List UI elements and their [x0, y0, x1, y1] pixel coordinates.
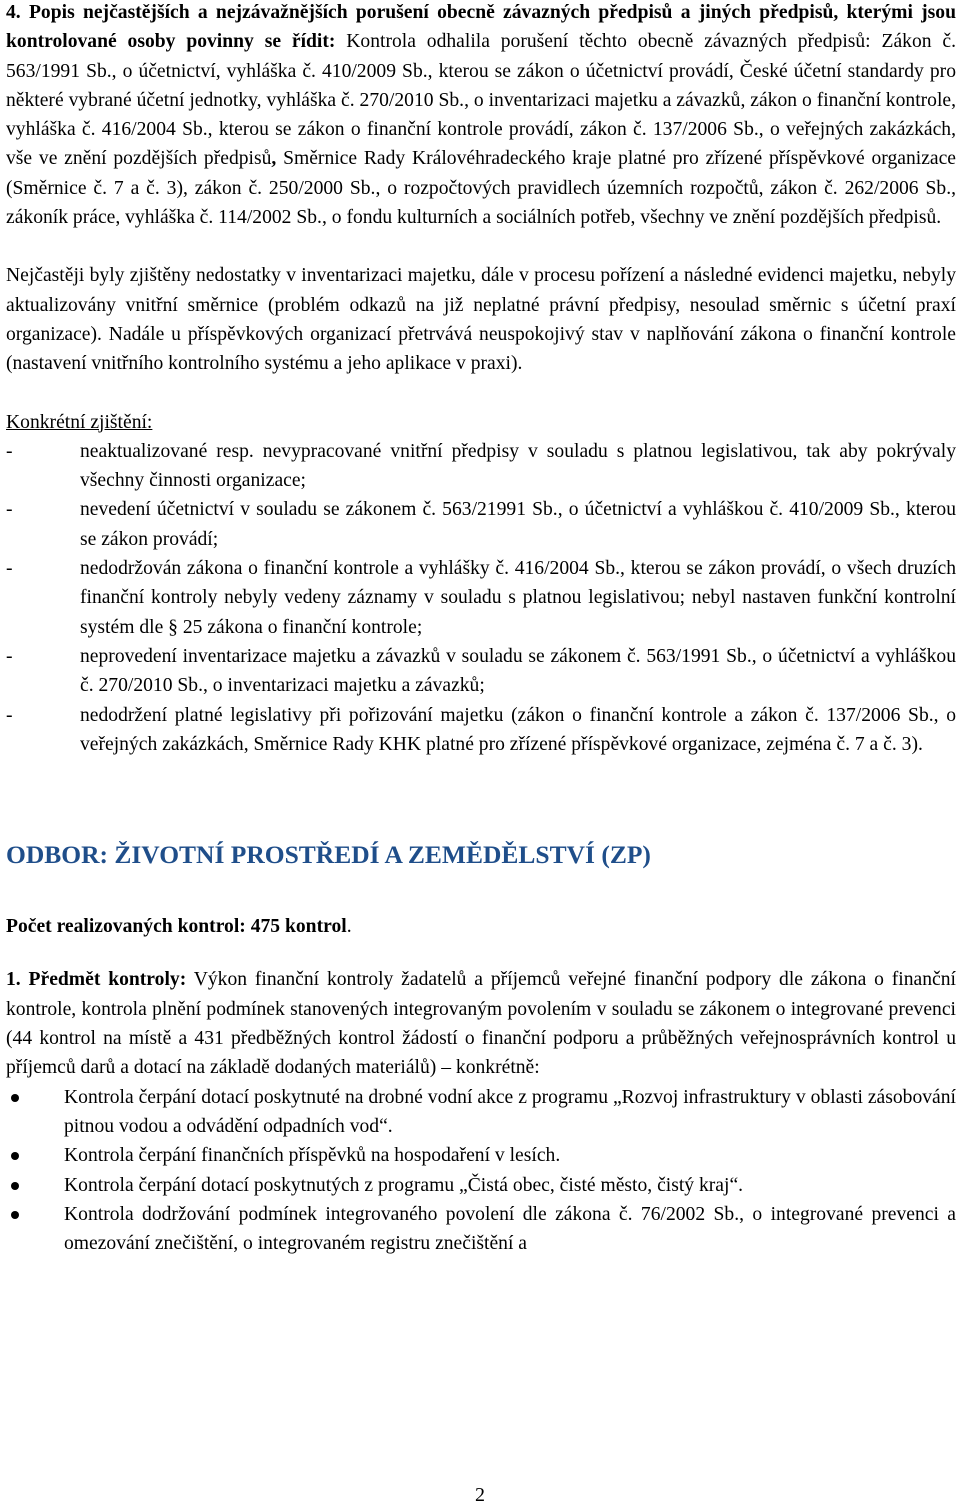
finding-item	[6, 642, 956, 701]
section-4-title: 4. Popis nejčastějších a nejzávažnějších porušení obecně závazných předpisů a jiných předpisů, kterými jsou kontrolované osoby povinny se řídit:	[6, 2, 956, 53]
section-4-paragraph	[6, 0, 956, 232]
section-4-bold-comma: ,	[271, 148, 277, 170]
main-findings-paragraph: Nejčastěji byly zjištěny nedostatky v inventarizaci majetku, dále v procesu pořízení a následné evidenci majetku, nebyly aktualizovány vnitřní směrnice (problém odkazů na již neplatné právní předpisy, nesoulad směrnic s účetní praxí organizace). Nadále u příspěvkových organizací přetrvává neuspokojivý stav v naplňování zákona o finanční kontrole (nastavení vnitřního kontrolního systému a jeho aplikace v praxi).	[6, 265, 956, 375]
page-number: 2	[475, 1484, 485, 1506]
bullet-text: Kontrola čerpání finančních příspěvků na hospodaření v lesích.	[64, 1145, 561, 1167]
document-page	[6, 0, 956, 1258]
list-dash-marker: -	[6, 440, 13, 462]
bullet-dot-icon	[11, 1094, 19, 1102]
findings-list	[6, 437, 956, 759]
bullet-item	[6, 1141, 956, 1170]
finding-item	[6, 437, 956, 496]
bullet-item	[6, 1083, 956, 1142]
department-heading: ODBOR: ŽIVOTNÍ PROSTŘEDÍ A ZEMĚDĚLSTVÍ (ZP)	[6, 840, 651, 870]
bullet-dot-icon	[11, 1211, 19, 1219]
finding-text: neaktualizované resp. nevypracované vnitřní předpisy v souladu s platnou legislativou, tak aby pokrývaly všechny činnosti organizace;	[80, 440, 956, 492]
finding-text: nedodržován zákona o finanční kontrole a vyhlášky č. 416/2004 Sb., kterou se zákon provádí, o všech druzích finanční kontroly nebyly vedeny záznamy v souladu s platnou legislativou; nebyl nastaven funkční kontrolní systém dle § 25 zákona o finanční kontrole;	[80, 558, 956, 638]
bullet-dot-icon	[11, 1182, 19, 1190]
list-dash-marker: -	[6, 645, 13, 667]
subject-label: 1. Předmět kontroly:	[6, 969, 187, 991]
list-dash-marker: -	[6, 499, 13, 521]
list-dash-marker: -	[6, 558, 13, 580]
subject-paragraph	[6, 965, 956, 1082]
inspection-count-text: Počet realizovaných kontrol: 475 kontrol	[6, 916, 347, 938]
bullet-item	[6, 1171, 956, 1200]
inspection-count-end: .	[346, 916, 352, 938]
findings-heading: Konkrétní zjištění:	[6, 411, 153, 433]
section-4-text-end: Směrnice Rady Královéhradeckého kraje platné pro zřízené příspěvkové organizace (Směrnice č. 7 a č. 3), zákon č. 250/2000 Sb., o rozpočtových pravidlech územních rozpočtů, zákon č. 262/2006 Sb., zákoník práce, vyhláška č. 114/2002 Sb., o fondu kulturních a sociálních potřeb, všechny ve znění pozdějších předpisů.	[6, 148, 956, 229]
subject-text: Výkon finanční kontroly žadatelů a příjemců veřejné finanční podpory dle zákona o finanční kontrole, kontrola plnění podmínek stanovených integrovaným povolením v souladu se zákonem o integrované prevenci (44 kontrol na místě a 431 předběžných kontrol žádostí o finanční podporu a průběžných veřejnosprávních kontrol u příjemců darů a dotací na základě dodaných materiálů) – konkrétně:	[6, 969, 956, 1079]
finding-text: neprovedení inventarizace majetku a závazků v souladu se zákonem č. 563/1991 Sb., o účetnictví a vyhláškou č. 270/2010 Sb., o inventarizaci majetku a závazků;	[80, 645, 956, 697]
inspection-bullet-list	[6, 1083, 956, 1259]
finding-item	[6, 495, 956, 554]
finding-text: nedodržení platné legislativy při pořizování majetku (zákon o finanční kontrole a zákon č. 137/2006 Sb., o veřejných zakázkách, Směrnice Rady KHK platné pro zřízené příspěvkové organizace, zejména č. 7 a č. 3).	[80, 704, 956, 755]
finding-item	[6, 554, 956, 642]
bullet-item	[6, 1200, 956, 1259]
inspection-count	[6, 912, 956, 941]
section-4-text: Kontrola odhalila porušení těchto obecně závazných předpisů: Zákon č. 563/1991 Sb., o účetnictví, vyhláška č. 410/2009 Sb., kterou se zákon o účetnictví provádí, České účetní standardy pro některé vybrané účetní jednotky, vyhláška č. 270/2010 Sb., o inventarizaci majetku a závazků, zákon o finanční kontrole, vyhláška č. 416/2004 Sb., kterou se zákon o finanční kontrole provádí, zákon č. 137/2006 Sb., o veřejných zakázkách, vše ve znění pozdějších předpisů	[6, 31, 956, 170]
finding-item	[6, 701, 956, 760]
list-dash-marker: -	[6, 704, 13, 726]
finding-text: nevedení účetnictví v souladu se zákonem č. 563/21991 Sb., o účetnictví a vyhláškou č. 410/2009 Sb., kterou se zákon provádí;	[80, 499, 956, 550]
bullet-dot-icon	[11, 1152, 19, 1160]
bullet-text: Kontrola čerpání dotací poskytnuté na drobné vodní akce z programu „Rozvoj infrastruktury v oblasti zásobování pitnou vodou a odvádění odpadních vod“.	[64, 1086, 956, 1137]
bullet-text: Kontrola čerpání dotací poskytnutých z programu „Čistá obec, čisté město, čistý kraj“.	[64, 1174, 744, 1196]
bullet-text: Kontrola dodržování podmínek integrovaného povolení dle zákona č. 76/2002 Sb., o integrované prevenci a omezování znečištění, o integrovaném registru znečištění a	[64, 1203, 956, 1255]
